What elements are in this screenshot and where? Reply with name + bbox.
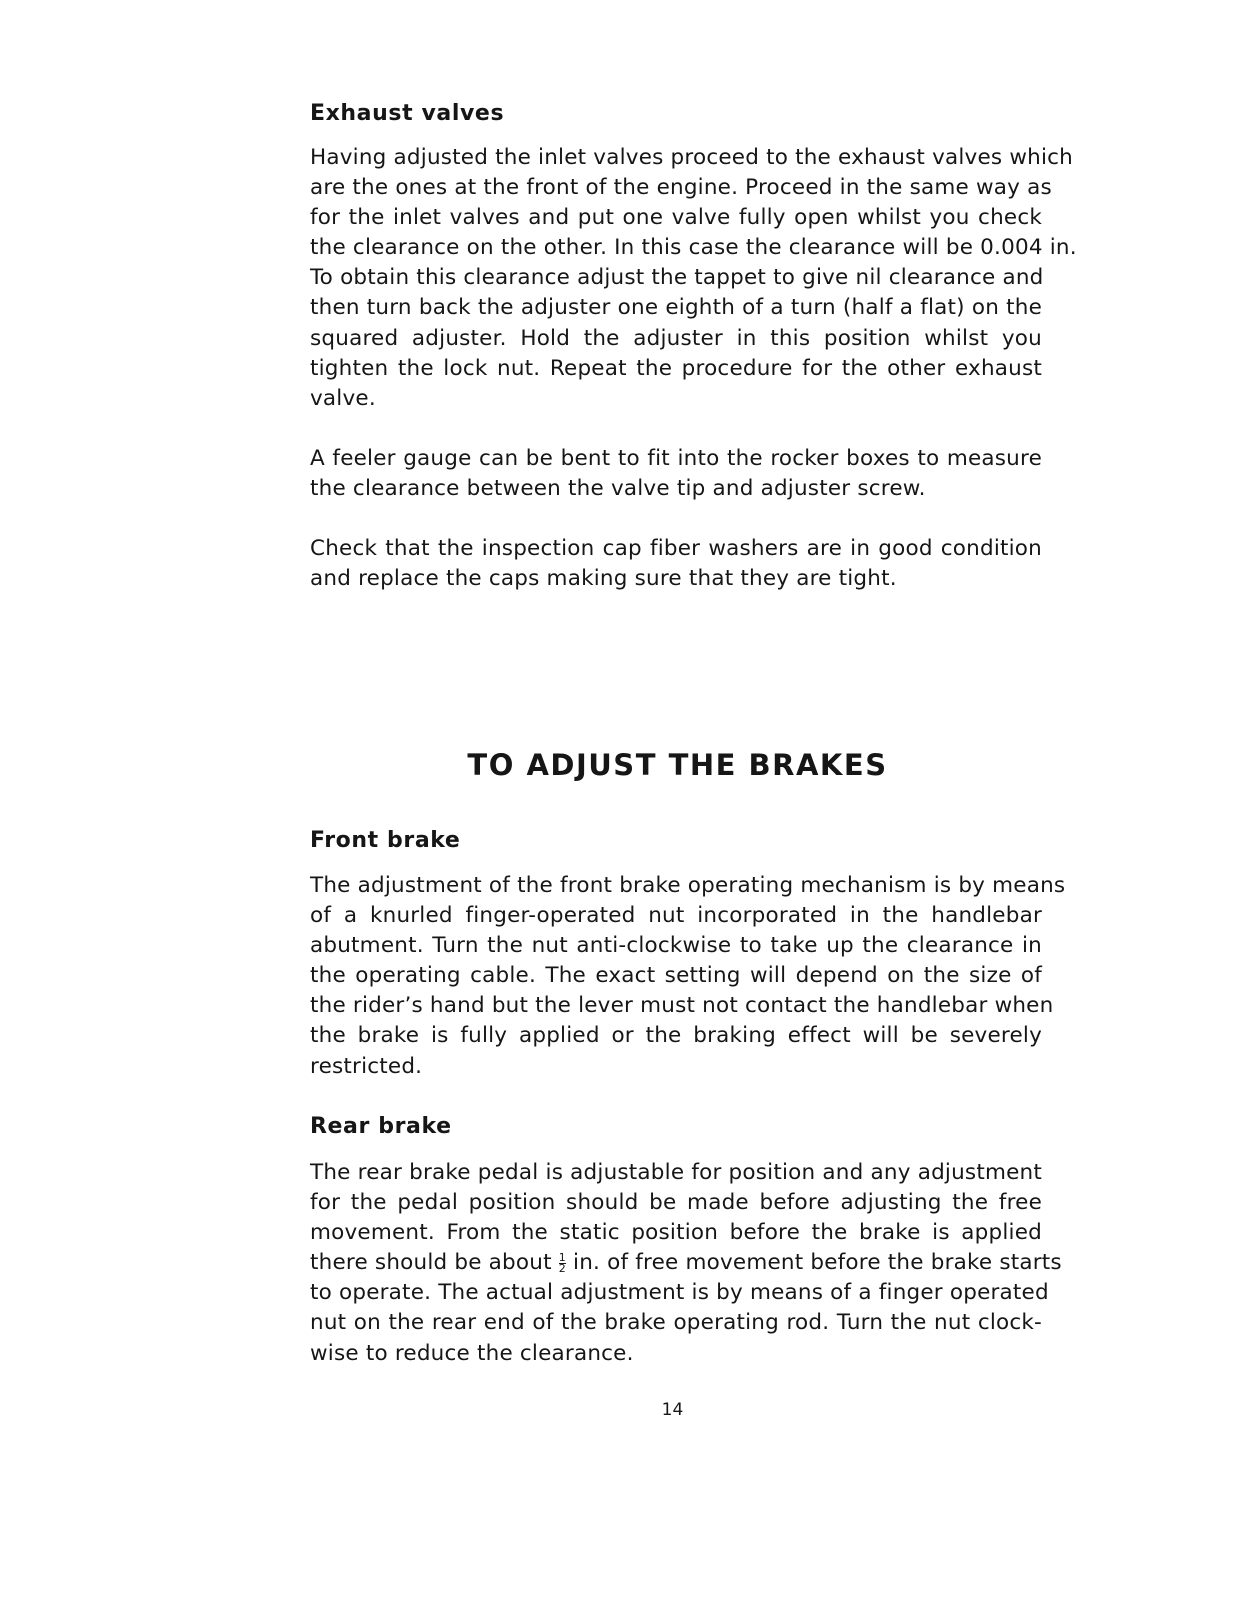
- text-line: to operate. The actual adjustment is by means of a finger operated: [310, 1280, 1049, 1306]
- exhaust-paragraph-2: [310, 444, 1042, 504]
- brakes-section-title: TO ADJUST THE BRAKES: [467, 748, 888, 782]
- fraction-line-before: there should be about: [310, 1250, 552, 1276]
- text-line: tighten the lock nut. Repeat the procedure for the other exhaust: [310, 355, 1042, 381]
- text-line: To obtain this clearance adjust the tappet to give nil clearance and: [310, 265, 1044, 291]
- text-line: the clearance on the other. In this case the clearance will be 0.004 in.: [310, 235, 1077, 261]
- text-line: of a knurled finger-operated nut incorporated in the handlebar: [310, 903, 1042, 929]
- rear-brake-paragraph: [310, 1158, 1062, 1369]
- text-line: Having adjusted the inlet valves proceed to the exhaust valves which: [310, 145, 1073, 170]
- text-line: the brake is fully applied or the braking effect will be severely: [310, 1023, 1042, 1049]
- fraction-line-after: in. of free movement before the brake starts: [573, 1250, 1062, 1276]
- exhaust-paragraph-1: [310, 143, 1077, 414]
- text-line: nut on the rear end of the brake operating rod. Turn the nut clock-: [310, 1310, 1042, 1336]
- exhaust-valves-heading: Exhaust valves: [310, 101, 505, 126]
- text-line: and replace the caps making sure that they are tight.: [310, 566, 897, 592]
- text-line: squared adjuster. Hold the adjuster in this position whilst you: [310, 325, 1042, 351]
- text-line: restricted.: [310, 1053, 423, 1079]
- text-line: then turn back the adjuster one eighth of a turn (half a flat) on the: [310, 295, 1042, 321]
- text-line: wise to reduce the clearance.: [310, 1340, 634, 1366]
- fraction-denominator: 2: [558, 1261, 566, 1275]
- text-line: Check that the inspection cap fiber washers are in good condition: [310, 536, 1042, 561]
- text-line: A feeler gauge can be bent to fit into the rocker boxes to measure: [310, 446, 1042, 471]
- text-line: The adjustment of the front brake operating mechanism is by means: [310, 873, 1066, 898]
- rear-brake-heading: Rear brake: [310, 1114, 452, 1139]
- text-line: for the pedal position should be made before adjusting the free: [310, 1190, 1042, 1216]
- text-line: movement. From the static position before the brake is applied: [310, 1220, 1042, 1246]
- half-fraction: [558, 1250, 566, 1275]
- text-line: are the ones at the front of the engine. Proceed in the same way as: [310, 175, 1052, 201]
- text-line: for the inlet valves and put one valve fully open whilst you check: [310, 205, 1042, 231]
- front-brake-heading: Front brake: [310, 828, 461, 853]
- text-line: The rear brake pedal is adjustable for position and any adjustment: [310, 1160, 1042, 1185]
- text-line: the operating cable. The exact setting will depend on the size of: [310, 963, 1042, 989]
- text-line: the rider’s hand but the lever must not contact the handlebar when: [310, 993, 1054, 1019]
- text-line: valve.: [310, 385, 376, 411]
- fraction-numerator: 1: [558, 1250, 566, 1264]
- fraction-line: [310, 1248, 1062, 1278]
- text-line: the clearance between the valve tip and adjuster screw.: [310, 476, 926, 502]
- page-number: 14: [661, 1400, 684, 1420]
- front-brake-paragraph: [310, 871, 1066, 1082]
- exhaust-paragraph-3: [310, 534, 1042, 594]
- text-line: abutment. Turn the nut anti-clockwise to take up the clearance in: [310, 933, 1042, 959]
